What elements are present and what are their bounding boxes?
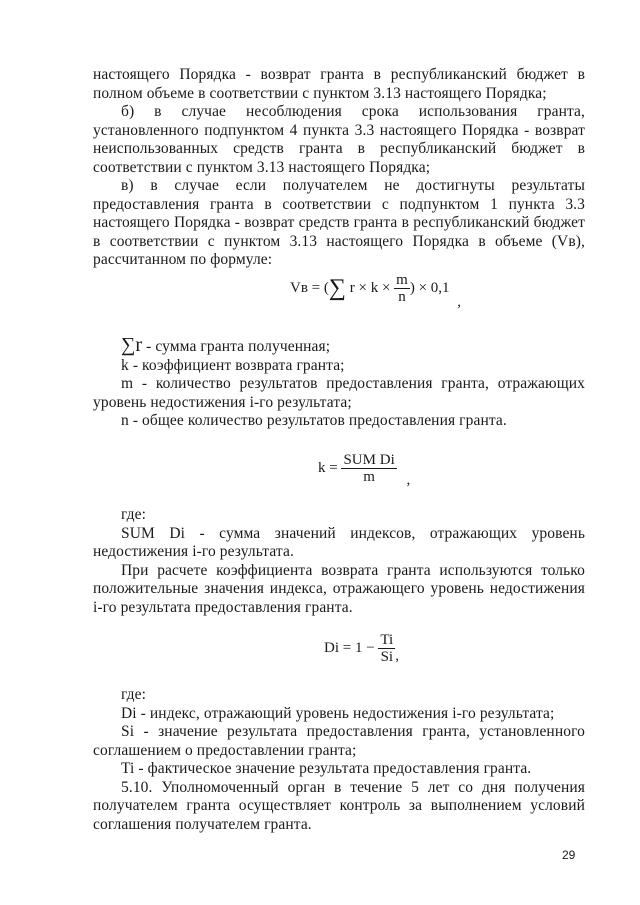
formula-di-denominator: Si xyxy=(380,649,394,665)
definitions-block-2 xyxy=(93,506,585,617)
formula-vb-mid: r × k × xyxy=(349,279,391,296)
paragraph-v: в) в случае если получателем не достигнуты результаты предоставления гранта в соответствии с подпунктом 1 пункта 3.3 настоящего Порядка - возврат средств гранта в республиканский бюджет в соответствии с пунктом 3.13 настоящего Порядка в объеме (Vв), рассчитанном по формуле: xyxy=(93,177,585,268)
note-positive-values: При расчете коэффициента возврата гранта используются только положительные значения индекса, отражающего уровень недостижения i-го результата предоставления гранта. xyxy=(93,561,585,616)
paragraph-5-10: 5.10. Уполномоченный орган в течение 5 лет со дня получения получателем гранта осуществляет контроль за выполнением условий соглашения получателем гранта. xyxy=(93,778,585,833)
formula-vb-comma: , xyxy=(457,293,462,310)
sum-r-symbol: ∑r xyxy=(121,334,143,356)
formula-vb-numerator: m xyxy=(396,272,408,288)
formula-di-fraction xyxy=(378,632,395,665)
def-m: m - количество результатов предоставления гранта, отражающих уровень недостижения i-го результата; xyxy=(93,375,585,411)
formula-vb-denominator: n xyxy=(398,289,406,305)
paragraph-b: б) в случае несоблюдения срока использования гранта, установленного подпунктом 4 пункта 3.3 настоящего Порядка - возврат неиспользованных средств гранта в республиканский бюджет в соответствии с пунктом 3.13 настоящего Порядка; xyxy=(93,103,585,176)
def-si: Si - значение результата предоставления гранта, установленного соглашением о предоставлении гранта; xyxy=(93,723,585,759)
formula-k-fraction xyxy=(341,452,396,485)
where-label-2: где: xyxy=(121,686,147,703)
formula-k-numerator: SUM Di xyxy=(343,452,395,468)
definitions-block-3 xyxy=(93,686,585,834)
formula-vb-fraction xyxy=(394,272,410,305)
def-sum-di: SUM Di - сумма значений индексов, отражающих уровень недостижения i-го результата. xyxy=(93,524,585,560)
page-number: 29 xyxy=(562,848,576,862)
definitions-block-1 xyxy=(93,336,585,431)
sigma-symbol: ∑ xyxy=(328,275,346,301)
def-k: k - коэффициент возврата гранта; xyxy=(121,356,345,374)
formula-vb-rhs: ) × 0,1 xyxy=(409,279,450,296)
paragraph-1: настоящего Порядка - возврат гранта в республиканский бюджет в полном объеме в соответствии с пунктом 3.13 настоящего Порядка; xyxy=(93,66,585,102)
formula-di-lhs: Di = 1 − xyxy=(324,639,375,656)
formula-vb-lhs: Vв = ( xyxy=(290,279,329,296)
formula-di-comma: , xyxy=(395,647,399,664)
formula-vb xyxy=(290,272,462,310)
def-di: Di - индекс, отражающий уровень недостижения i-го результата; xyxy=(121,704,555,722)
formula-k-comma: , xyxy=(406,471,411,488)
def-n: n - общее количество результатов предоставления гранта. xyxy=(121,412,507,429)
formula-di xyxy=(324,632,399,665)
formula-k-lhs: k = xyxy=(318,459,338,476)
formula-k-denominator: m xyxy=(363,469,375,485)
def-ti: Ti - фактическое значение результата предоставления гранта. xyxy=(121,760,532,777)
top-paragraphs xyxy=(93,66,585,270)
def-sum-r-text: - сумма гранта полученная; xyxy=(142,338,331,355)
def-sum-r xyxy=(93,336,585,357)
where-label-1: где: xyxy=(121,506,147,523)
formula-di-numerator: Ti xyxy=(380,632,394,648)
formula-k xyxy=(318,452,411,488)
